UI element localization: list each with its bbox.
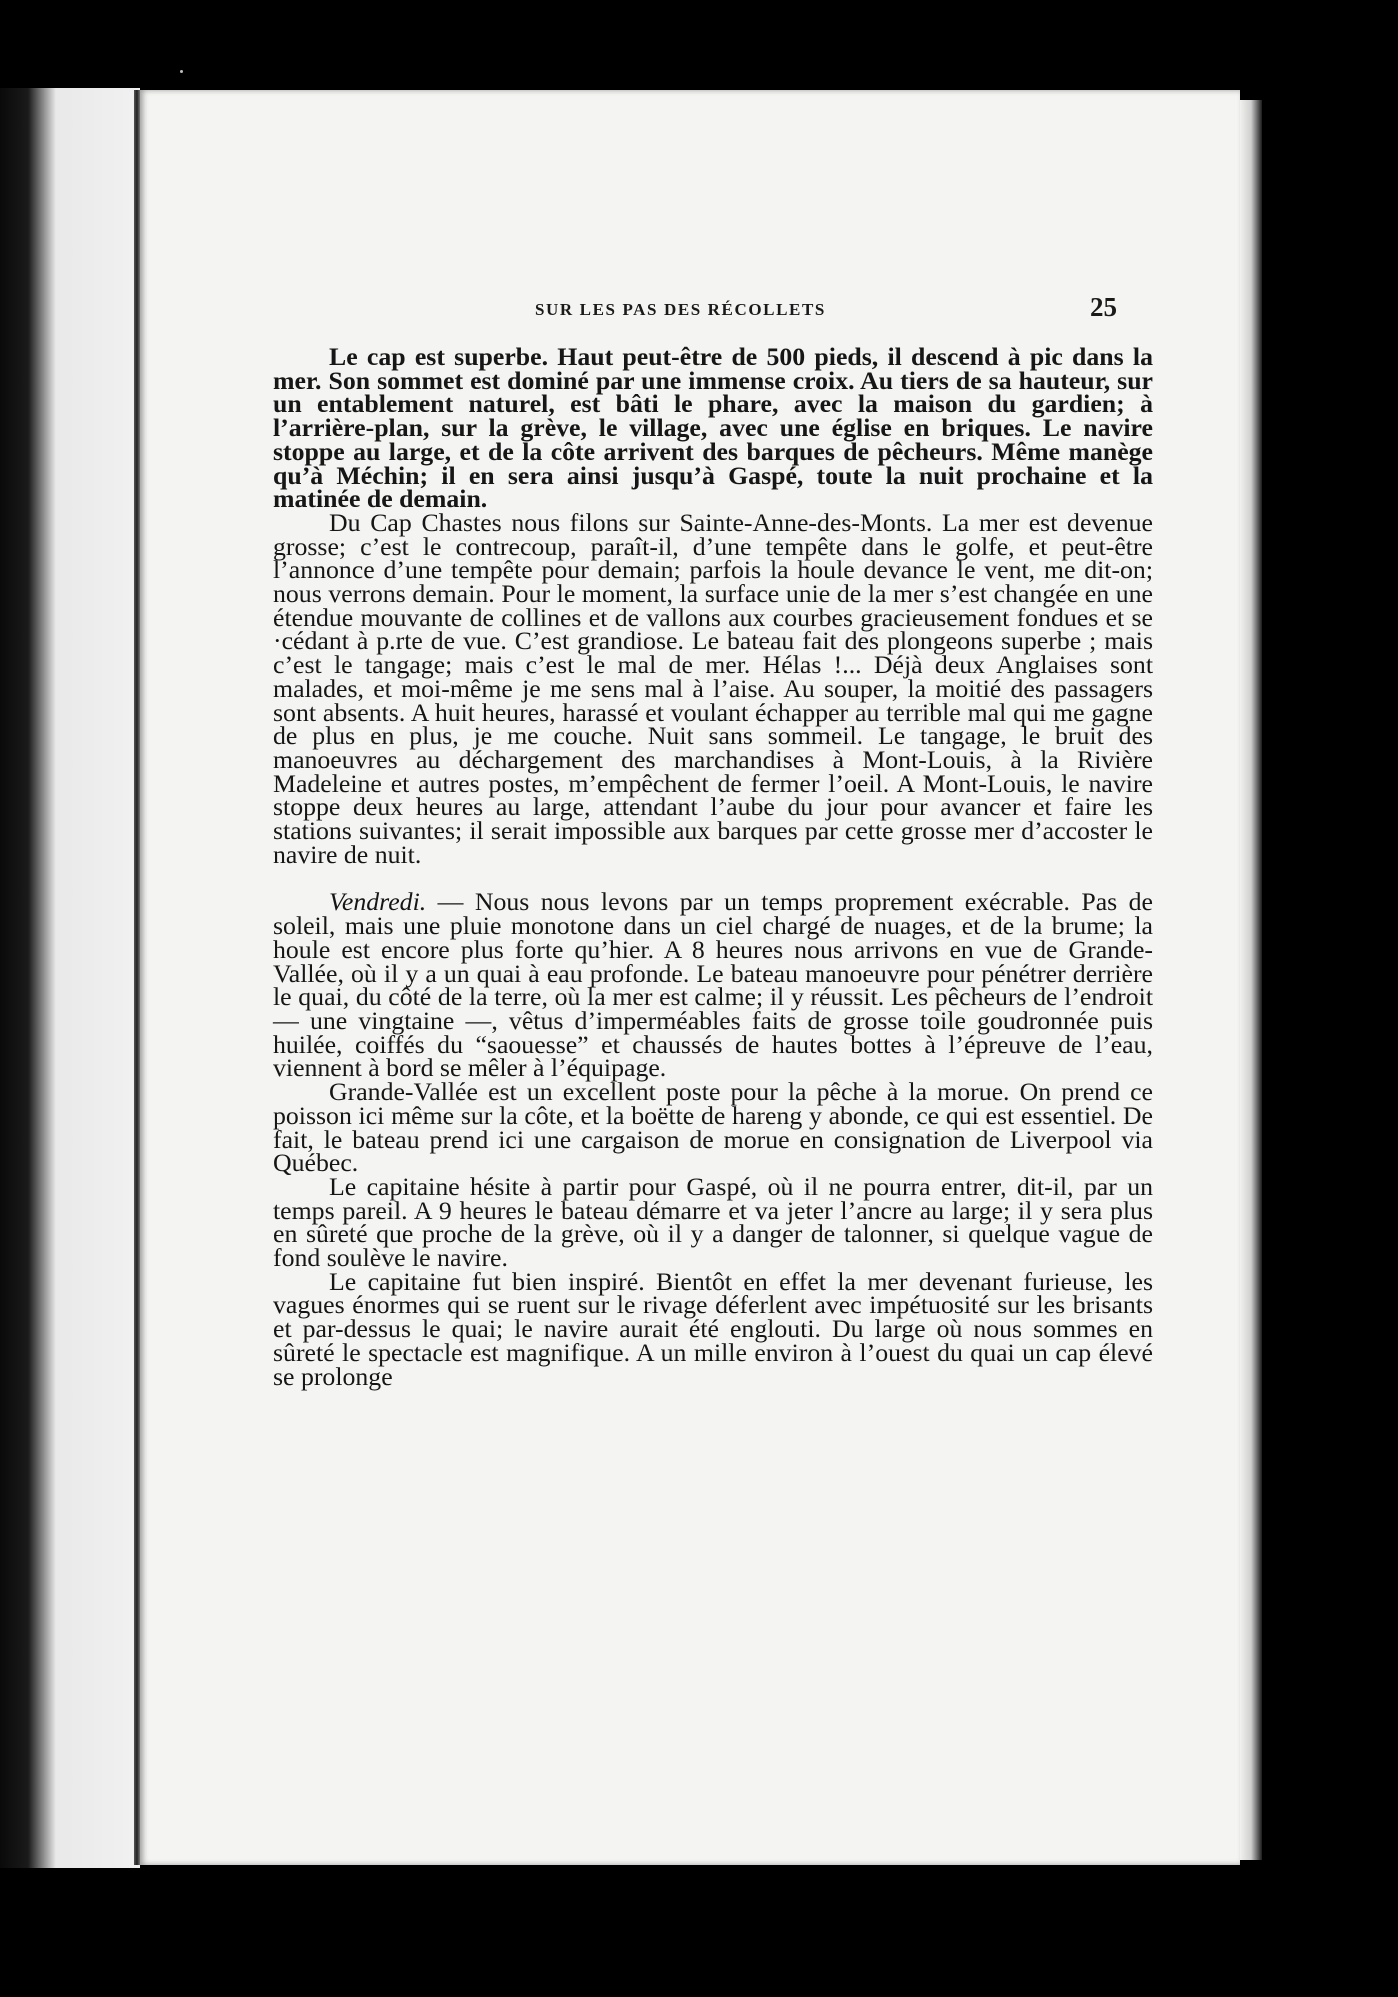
scan-speck (180, 70, 183, 73)
paragraph-capitaine-hesite: Le capitaine hésite à partir pour Gaspé, où il ne pourra entrer, dit-il, par un temps pareil. A 9 heures le bateau démarre et va jeter l’ancre au large; il y sera plus en sûreté que proche de la grève, où il y a danger de talonner, si quelque vague de fond soulève le navire. (273, 1171, 1153, 1273)
left-page-edge (0, 88, 140, 1868)
page-number: 25 (1090, 292, 1117, 322)
paragraph-vendredi (273, 887, 1153, 1083)
right-page-edge (1240, 100, 1262, 1860)
running-title: SUR LES PAS DES RÉCOLLETS (535, 300, 826, 319)
paragraph-cap-description: Le cap est superbe. Haut peut-être de 500 pieds, il descend à pic dans la mer. Son sommet est dominé par une immense croix. Au tiers de sa hauteur, sur un entablement naturel, est bâti le phare, avec la maison du gardien; à l’arrière-plan, sur la grève, le village, avec une église en briques. Le navire stoppe au large, et de la côte arrivent des barques de pêcheurs. Même manège qu’à Méchin; il en sera ainsi jusqu’à Gaspé, toute la nuit prochaine et la matinée de demain. (273, 342, 1153, 514)
paragraph-vendredi-text: — Nous nous levons par un temps proprement exécrable. Pas de soleil, mais une pluie monotone dans un ciel chargé de nuages, et de la brume; la houle est encore plus forte qu’hier. A 8 heures nous arrivons en vue de Grande-Vallée, où il y a un quai à eau profonde. Le bateau manoeuvre pour pénétrer derrière le quai, du côté de la terre, où la mer est calme; il y réussit. Les pêcheurs de l’endroit — une vingtaine —, vêtus d’imperméables faits de grosse toile goudronnée puis huilée, coiffés du “saouesse” et chaussés de hautes bottes à l’épreuve de l’eau, viennent à bord se mêler à l’équipage. (273, 887, 1153, 1083)
paragraph-cap-chastes: Du Cap Chastes nous filons sur Sainte-Anne-des-Monts. La mer est devenue grosse; c’est le contrecoup, paraît-il, d’une tempête dans le golfe, et peut-être l’annonce d’une tempête pour demain; parfois la houle devance le vent, me dit-on; nous verrons demain. Pour le moment, la surface unie de la mer s’est changée en une étendue mouvante de collines et de vallons aux courbes gracieusement fondues et se ·cédant à p.rte de vue. C’est grandiose. Le bateau fait des plongeons superbe ; mais c’est le tangage; mais c’est le mal de mer. Hélas !... Déjà deux Anglaises sont malades, et moi-même je me sens mal à l’aise. Au souper, la moitié des passagers sont absents. A huit heures, harassé et voulant échapper au terrible mal qui me gagne de plus en plus, je me couche. Nuit sans sommeil. Le tangage, le bruit des manoeuvres au déchargement des marchandises à Mont-Louis, à la Rivière Madeleine et autres postes, m’empêchent de fermer l’oeil. A Mont-Louis, le navire stoppe deux heures au large, attendant l’aube du jour pour avancer et faire les stations suivantes; il serait impossible aux barques par cette grosse mer d’accoster le navire de nuit. (273, 507, 1153, 869)
paragraph-capitaine-inspire: Le capitaine fut bien inspiré. Bientôt en effet la mer devenant furieuse, les vagues énormes qui se ruent sur le rivage déferlent avec impétuosité sur les brisants et par-dessus le quai; le navire aurait été englouti. Du large où nous sommes en sûreté le spectacle est magnifique. A un mille environ à l’ouest du quai un cap élevé se prolonge (273, 1266, 1153, 1391)
body-text (273, 342, 1153, 1391)
paragraph-grande-vallee: Grande-Vallée est un excellent poste pour la pêche à la morue. On prend ce poisson ici même sur la côte, et la boëtte de hareng y abonde, ce qui est essentiel. De fait, le bateau prend ici une cargaison de morue en consignation de Liverpool via Québec. (273, 1077, 1153, 1178)
day-heading: Vendredi. (329, 887, 427, 917)
book-page (140, 90, 1240, 1865)
running-head (140, 290, 1240, 330)
